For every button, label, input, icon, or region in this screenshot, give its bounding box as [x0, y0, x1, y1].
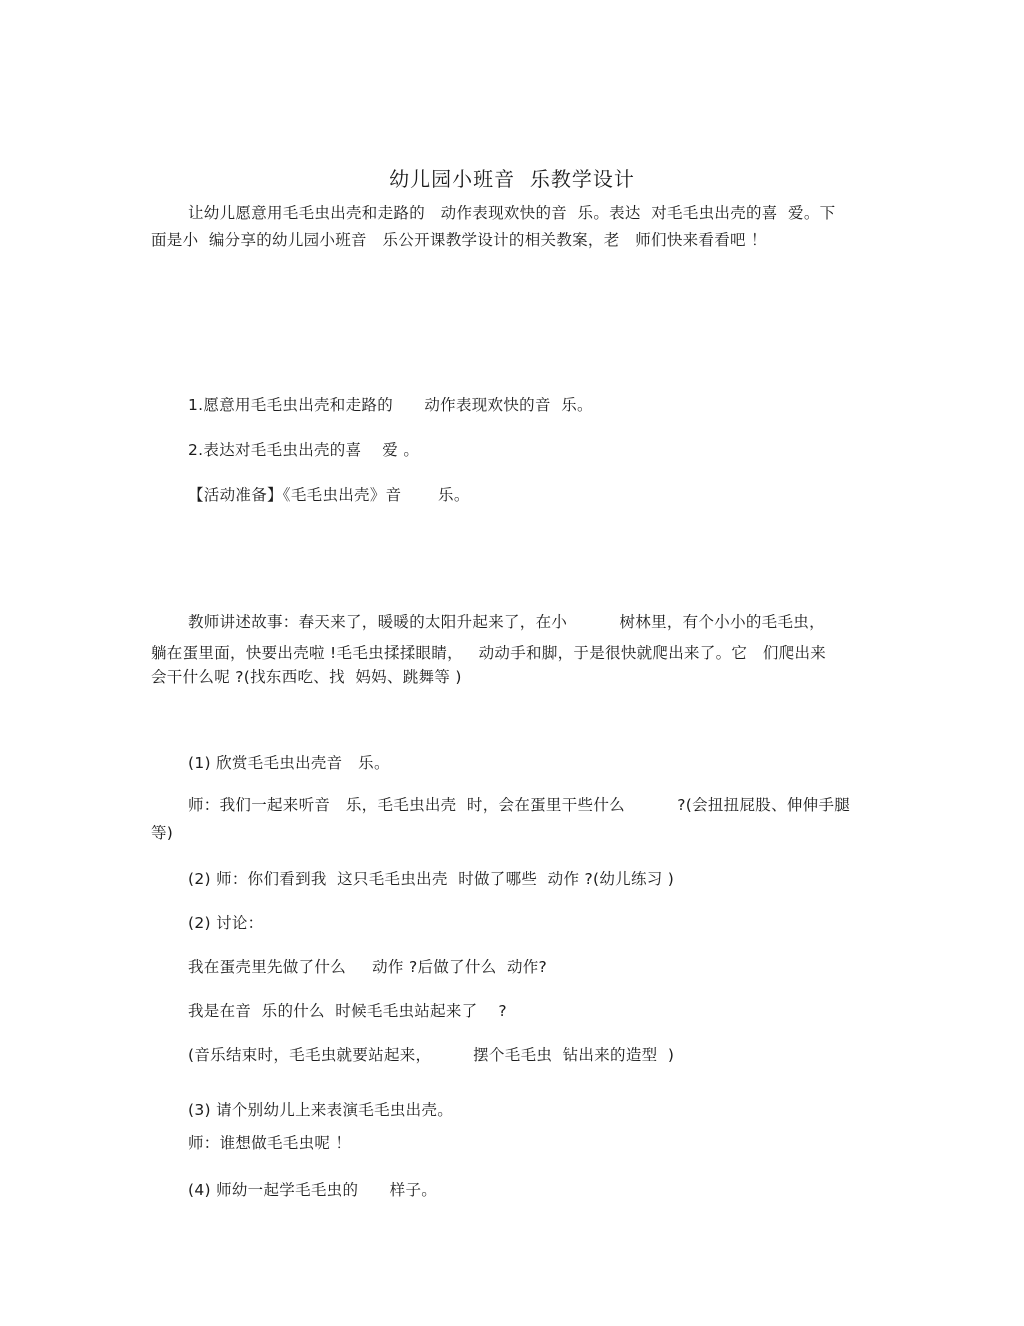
- process-item: (2) 师：你们看到我 这只毛毛虫出壳 时做了哪些 动作 ?(幼儿练习 ): [188, 870, 675, 888]
- process-item: 等): [151, 824, 174, 842]
- process-item: (1) 欣赏毛毛虫出壳音 乐。: [188, 754, 390, 772]
- process-item: 我在蛋壳里先做了什么 动作 ?后做了什么 动作?: [188, 958, 548, 976]
- process-item: (音乐结束时，毛毛虫就要站起来， 摆个毛毛虫 钻出来的造型 ): [188, 1046, 675, 1064]
- intro-line-2: 面是小 编分享的幼儿园小班音 乐公开课教学设计的相关教案，老 师们快来看看吧 ！: [151, 231, 767, 249]
- process-item: (4) 师幼一起学毛毛虫的 样子。: [188, 1181, 438, 1199]
- process-item: 师：我们一起来听音 乐，毛毛虫出壳 时，会在蛋里干些什么 ?(会扭扭屁股、伸伸手腿: [188, 796, 851, 814]
- process-item: 我是在音 乐的什么 时候毛毛虫站起来了 ?: [188, 1002, 507, 1020]
- story-line-3: 会干什么呢 ?(找东西吃、找 妈妈、跳舞等 ): [151, 668, 462, 686]
- process-item: 师：谁想做毛毛虫呢 ！: [188, 1134, 352, 1152]
- process-item: (2) 讨论：: [188, 914, 264, 932]
- process-item: (3) 请个别幼儿上来表演毛毛虫出壳。: [188, 1101, 454, 1119]
- goal-1: 1.愿意用毛毛虫出壳和走路的 动作表现欢快的音 乐。: [188, 396, 593, 414]
- document-title: 幼儿园小班音 乐教学设计: [389, 167, 635, 191]
- story-line-2: 躺在蛋里面，快要出壳啦 !毛毛虫揉揉眼睛， 动动手和脚，于是很快就爬出来了。它 们爬出来: [151, 644, 827, 662]
- goal-2: 2.表达对毛毛虫出壳的喜 爱 。: [188, 441, 420, 459]
- intro-line-1: 让幼儿愿意用毛毛虫出壳和走路的 动作表现欢快的音 乐。表达 对毛毛虫出壳的喜 爱。下: [188, 204, 836, 222]
- story-line-1: 教师讲述故事：春天来了，暖暖的太阳升起来了，在小 树林里，有个小小的毛毛虫，: [188, 613, 825, 631]
- activity-preparation: 【活动准备】《毛毛虫出壳》音 乐。: [188, 486, 470, 504]
